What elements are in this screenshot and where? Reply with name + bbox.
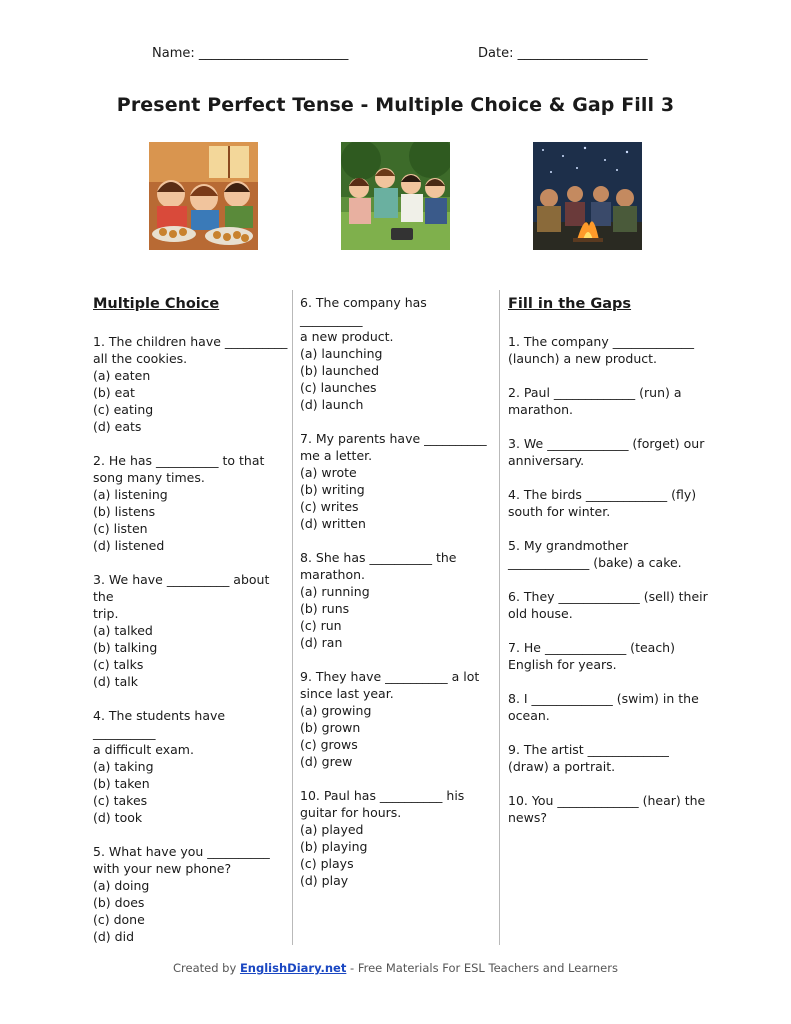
campfire-at-night-illustration (533, 142, 642, 250)
mc-question (300, 787, 490, 889)
mc-question (93, 333, 288, 435)
answer-option: (c) grows (300, 737, 358, 752)
gap-text: ocean. (508, 708, 550, 723)
mc-question (93, 452, 288, 554)
answer-option: (c) writes (300, 499, 359, 514)
answer-option: (a) launching (300, 346, 383, 361)
children-eating-cookies-icon (149, 142, 258, 250)
gap-text: 4. The birds _____________ (fly) (508, 487, 697, 502)
gap-text: 9. The artist _____________ (508, 742, 669, 757)
date-field-label: Date: ____________________ (478, 46, 648, 61)
people-in-park-icon (341, 142, 450, 250)
answer-option: (c) takes (93, 793, 148, 808)
answer-option: (b) eat (93, 385, 135, 400)
question-text: trip. (93, 606, 119, 621)
footer-credit (0, 961, 791, 975)
answer-option: (b) does (93, 895, 145, 910)
gap-text: 5. My grandmother (508, 538, 629, 553)
question-text: 6. The company has __________ (300, 295, 427, 327)
answer-option: (c) listen (93, 521, 148, 536)
gap-text: old house. (508, 606, 573, 621)
answer-option: (b) grown (300, 720, 361, 735)
gap-item (508, 588, 708, 622)
gap-text: (launch) a new product. (508, 351, 657, 366)
gap-text: 2. Paul _____________ (run) a (508, 385, 682, 400)
answer-option: (d) did (93, 929, 135, 944)
answer-option: (a) growing (300, 703, 372, 718)
answer-option: (a) talked (93, 623, 153, 638)
gap-text: (draw) a portrait. (508, 759, 616, 774)
answer-option: (a) eaten (93, 368, 151, 383)
gap-text: 7. He _____________ (teach) (508, 640, 675, 655)
gap-text: 1. The company _____________ (508, 334, 694, 349)
mc-question (300, 668, 490, 770)
gap-item (508, 639, 708, 673)
answer-option: (a) doing (93, 878, 150, 893)
answer-option: (b) playing (300, 839, 368, 854)
question-text: 3. We have __________ about the (93, 572, 270, 604)
answer-option: (c) eating (93, 402, 154, 417)
people-sitting-in-park-illustration (341, 142, 450, 250)
question-text: a new product. (300, 329, 394, 344)
answer-option: (d) launch (300, 397, 364, 412)
page-title: Present Perfect Tense - Multiple Choice & Gap Fill 3 (116, 94, 675, 116)
answer-option: (b) writing (300, 482, 365, 497)
question-text: me a letter. (300, 448, 373, 463)
gap-item (508, 537, 708, 571)
gap-item (508, 741, 708, 775)
answer-option: (b) talking (93, 640, 158, 655)
answer-option: (a) played (300, 822, 364, 837)
mc-question (93, 571, 288, 690)
answer-option: (d) talk (93, 674, 138, 689)
question-text: 10. Paul has __________ his (300, 788, 465, 803)
gap-text: news? (508, 810, 547, 825)
gap-fill-heading: Fill in the Gaps (508, 296, 632, 312)
gap-text: 3. We _____________ (forget) our (508, 436, 705, 451)
mc-question (93, 843, 288, 945)
gap-text: marathon. (508, 402, 574, 417)
answer-option: (d) took (93, 810, 143, 825)
answer-option: (a) taking (93, 759, 154, 774)
answer-option: (d) eats (93, 419, 142, 434)
answer-option: (a) wrote (300, 465, 357, 480)
multiple-choice-heading: Multiple Choice (93, 296, 220, 312)
gap-text: 8. I _____________ (swim) in the (508, 691, 699, 706)
footer-site-link[interactable]: EnglishDiary.net (239, 961, 347, 975)
answer-option: (c) plays (300, 856, 354, 871)
footer-suffix: - Free Materials For ESL Teachers and Learners (346, 961, 618, 975)
answer-option: (d) ran (300, 635, 343, 650)
column-divider-left (292, 290, 293, 945)
question-text: 4. The students have __________ (93, 708, 226, 740)
campfire-night-icon (533, 142, 642, 250)
gap-text: English for years. (508, 657, 617, 672)
question-text: 8. She has __________ the (300, 550, 457, 565)
answer-option: (d) written (300, 516, 366, 531)
multiple-choice-column-1 (93, 294, 288, 962)
question-text: 2. He has __________ to that (93, 453, 265, 468)
answer-option: (c) done (93, 912, 145, 927)
question-text: 1. The children have __________ (93, 334, 288, 349)
gap-item (508, 486, 708, 520)
answer-option: (b) taken (93, 776, 150, 791)
gap-text: 10. You _____________ (hear) the (508, 793, 706, 808)
question-text: all the cookies. (93, 351, 188, 366)
question-text: with your new phone? (93, 861, 232, 876)
answer-option: (d) play (300, 873, 349, 888)
gap-text: anniversary. (508, 453, 585, 468)
gap-item (508, 384, 708, 418)
column-divider-right (499, 290, 500, 945)
gap-text: _____________ (bake) a cake. (508, 555, 682, 570)
answer-option: (b) listens (93, 504, 156, 519)
answer-option: (c) talks (93, 657, 144, 672)
answer-option: (d) grew (300, 754, 353, 769)
question-text: 9. They have __________ a lot (300, 669, 480, 684)
question-text: 7. My parents have __________ (300, 431, 487, 446)
question-text: a difficult exam. (93, 742, 194, 757)
answer-option: (a) listening (93, 487, 168, 502)
answer-option: (d) listened (93, 538, 165, 553)
name-field-label: Name: _______________________ (152, 46, 349, 61)
answer-option: (b) runs (300, 601, 350, 616)
mc-question (300, 549, 490, 651)
question-text: song many times. (93, 470, 205, 485)
mc-question (300, 294, 490, 413)
gap-item (508, 435, 708, 469)
multiple-choice-column-2 (300, 294, 490, 906)
question-text: since last year. (300, 686, 394, 701)
answer-option: (b) launched (300, 363, 380, 378)
gap-item (508, 333, 708, 367)
question-text: guitar for hours. (300, 805, 402, 820)
answer-option: (c) run (300, 618, 342, 633)
gap-text: south for winter. (508, 504, 611, 519)
answer-option: (c) launches (300, 380, 377, 395)
gap-item (508, 690, 708, 724)
answer-option: (a) running (300, 584, 370, 599)
children-eating-cookies-illustration (149, 142, 258, 250)
question-text: 5. What have you __________ (93, 844, 270, 859)
gap-text: 6. They _____________ (sell) their (508, 589, 708, 604)
gap-item (508, 792, 708, 826)
gap-fill-column (508, 294, 708, 843)
mc-question (93, 707, 288, 826)
question-text: marathon. (300, 567, 366, 582)
mc-question (300, 430, 490, 532)
footer-prefix: Created by (173, 961, 240, 975)
